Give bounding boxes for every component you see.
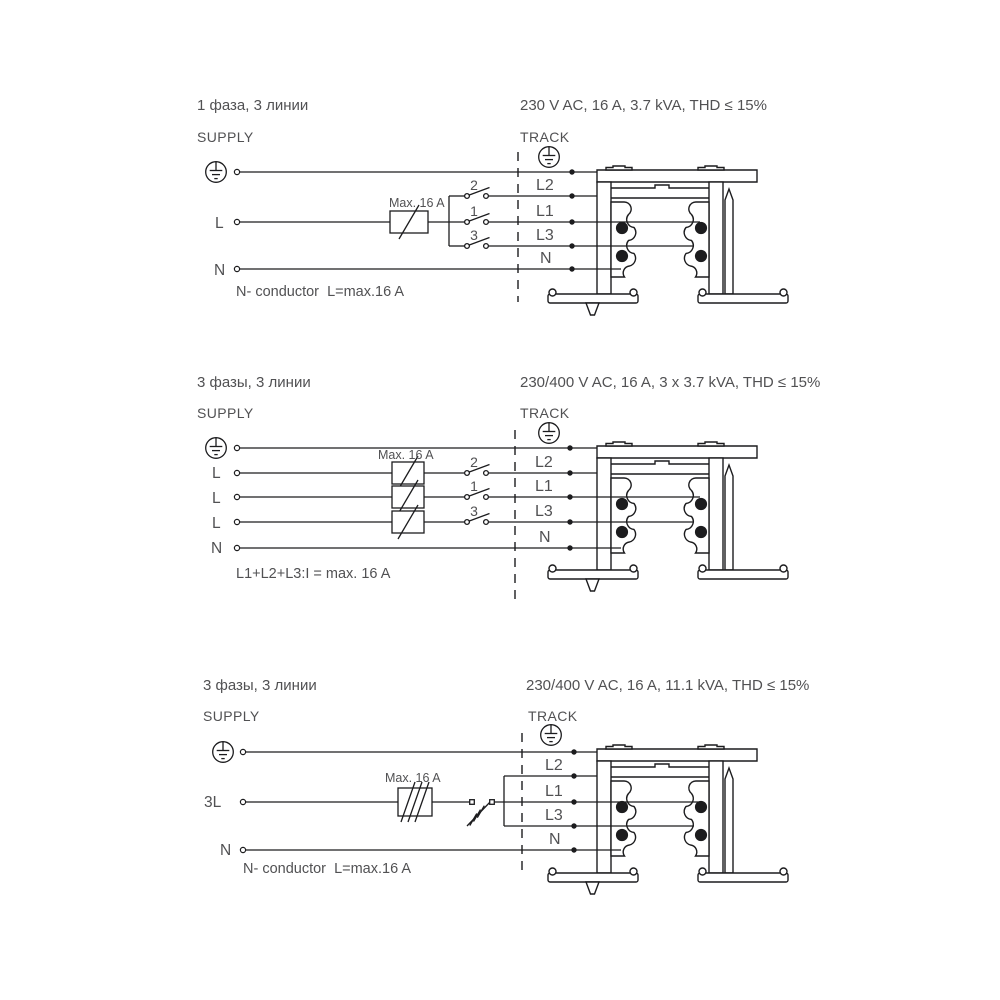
track-cross-section bbox=[548, 745, 788, 894]
earth-ground-icon bbox=[541, 725, 562, 746]
switch-pole-tick bbox=[470, 814, 477, 826]
diagram-title-left: 3 фазы, 3 линии bbox=[203, 677, 317, 694]
earth-ground-icon bbox=[213, 742, 234, 763]
track-conductor-label: L1 bbox=[545, 783, 563, 800]
supply-terminal-label: N bbox=[214, 262, 226, 279]
track-cross-section bbox=[548, 442, 788, 591]
earth-ground-icon bbox=[539, 147, 560, 168]
diagram-title-left: 3 фазы, 3 линии bbox=[197, 374, 311, 391]
supply-terminal-label: N bbox=[220, 842, 232, 859]
diagram-single-phase bbox=[197, 97, 788, 315]
earth-ground-icon bbox=[206, 438, 227, 459]
switch-number: 3 bbox=[470, 227, 478, 243]
supply-terminal-label: 3L bbox=[204, 794, 222, 811]
diagram-title-right: 230/400 V AC, 16 A, 11.1 kVA, THD ≤ 15% bbox=[526, 677, 810, 694]
switch-number: 1 bbox=[470, 478, 478, 494]
supply-heading: SUPPLY bbox=[197, 129, 254, 145]
supply-heading: SUPPLY bbox=[197, 405, 254, 421]
diagram-three-phase bbox=[197, 374, 820, 602]
track-conductor-label: L2 bbox=[535, 454, 553, 471]
track-conductor-label: L3 bbox=[536, 227, 554, 244]
diagram-note: N- conductor L=max.16 A bbox=[243, 861, 412, 877]
diagram-three-phase-bridged bbox=[203, 677, 809, 894]
switch-pole-tick bbox=[474, 810, 481, 822]
track-conductor-label: L2 bbox=[536, 177, 554, 194]
diagram-title-left: 1 фаза, 3 линии bbox=[197, 97, 309, 114]
supply-terminal-label: L bbox=[215, 215, 224, 232]
fuse-rating-label: Max. 16 A bbox=[389, 196, 445, 210]
switch-terminal bbox=[470, 800, 475, 805]
supply-terminal-label: L bbox=[212, 490, 221, 507]
diagram-title-right: 230 V AC, 16 A, 3.7 kVA, THD ≤ 15% bbox=[520, 97, 767, 114]
switch-number: 3 bbox=[470, 503, 478, 519]
diagram-note: N- conductor L=max.16 A bbox=[236, 284, 405, 300]
switch-number: 2 bbox=[470, 177, 478, 193]
switch-pole-tick bbox=[477, 806, 484, 818]
track-conductor-label: L2 bbox=[545, 757, 563, 774]
diagram-title-right: 230/400 V AC, 16 A, 3 x 3.7 kVA, THD ≤ 15% bbox=[520, 374, 821, 391]
earth-ground-icon bbox=[206, 162, 227, 183]
fuse-rating-label: Max. 16 A bbox=[385, 771, 441, 785]
track-conductor-label: N bbox=[540, 250, 552, 267]
diagram-note: L1+L2+L3:I = max. 16 A bbox=[236, 566, 391, 582]
earth-ground-icon bbox=[539, 423, 560, 444]
switch-number: 1 bbox=[470, 203, 478, 219]
supply-heading: SUPPLY bbox=[203, 708, 260, 724]
three-pole-switch-icon bbox=[467, 800, 494, 826]
track-heading: TRACK bbox=[520, 129, 570, 145]
supply-terminal-label: L bbox=[212, 515, 221, 532]
supply-terminal-label: L bbox=[212, 465, 221, 482]
track-conductor-label: L1 bbox=[535, 478, 553, 495]
track-heading: TRACK bbox=[520, 405, 570, 421]
track-cross-section bbox=[548, 166, 788, 315]
track-conductor-label: N bbox=[539, 529, 551, 546]
track-conductor-label: L1 bbox=[536, 203, 554, 220]
track-conductor-label: N bbox=[549, 831, 561, 848]
fuse-rating-label: Max. 16 A bbox=[378, 448, 434, 462]
track-heading: TRACK bbox=[528, 708, 578, 724]
supply-terminal-label: N bbox=[211, 540, 223, 557]
track-conductor-label: L3 bbox=[535, 503, 553, 520]
track-conductor-label: L3 bbox=[545, 807, 563, 824]
switch-terminal bbox=[490, 800, 495, 805]
switch-number: 2 bbox=[470, 454, 478, 470]
